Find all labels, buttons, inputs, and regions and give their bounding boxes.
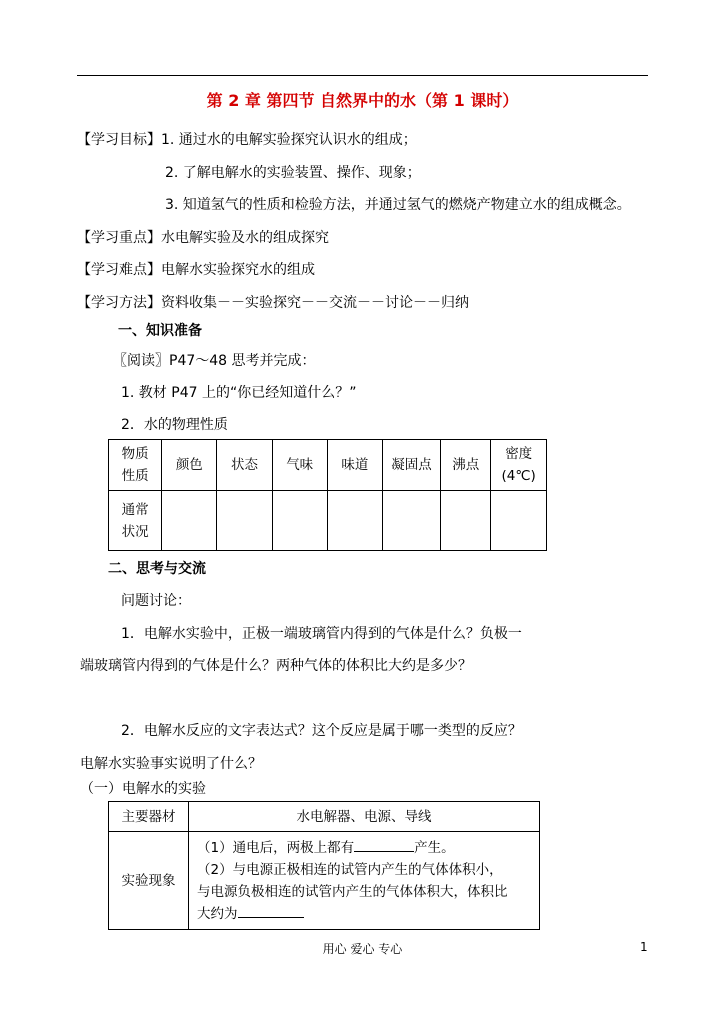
question: 2．电解水反应的文字表达式？这个反应是属于哪一类型的反应？ [121,723,522,739]
difficulty-label: 【学习难点】 [77,262,161,278]
properties-table [108,439,547,551]
experiment-table [108,801,540,930]
phenomenon-text: 产生。 [414,839,455,856]
table-cell [162,491,217,551]
equipment-label: 主要器材 [109,802,189,832]
phenomenon-line [197,837,539,859]
method-text: 资料收集－－实验探究－－交流－－讨论－－归纳 [161,295,469,311]
phenomenon-text: 大约为 [197,905,238,922]
table-header-cell: 沸点 [441,440,491,491]
table-header-cell: 气味 [272,440,327,491]
difficulty-line [77,261,315,279]
table-cell [382,491,440,551]
question: 1．电解水实验中，正极一端玻璃管内得到的气体是什么？负极一 [121,626,522,642]
table-cell [217,491,272,551]
discussion-label: 问题讨论： [121,593,191,609]
phenomenon-text: （1）通电后，两极上都有 [197,839,355,856]
table-row-label [109,491,162,551]
table-cell [327,491,382,551]
phenomenon-line [197,903,539,925]
objective-item: 2. 了解电解水的实验装置、操作、现象； [165,165,421,181]
phenomenon-cell [189,832,540,930]
table-header-cell: 状态 [217,440,272,491]
phenomenon-line: 与电源负极相连的试管内产生的气体体积大，体积比 [197,883,508,900]
fill-blank[interactable] [354,837,414,852]
experiment-heading: （一）电解水的实验 [80,781,206,797]
cell-line: 性质 [121,468,149,484]
section1-heading: 一、知识准备 [118,323,202,339]
focus-label: 【学习重点】 [77,230,161,246]
fill-blank[interactable] [238,903,304,918]
table-cell [491,491,547,551]
cell-line: 物质 [121,446,149,462]
question: 1. 教材 P47 上的“你已经知道什么？” [121,385,357,401]
table-header-cell [491,440,547,491]
table-row [109,802,540,832]
objective-item: 1. 通过水的电解实验探究认识水的组成； [161,132,417,148]
question: 2．水的物理性质 [121,417,228,433]
table-row [109,832,540,930]
page-number: 1 [640,940,648,954]
reading-instruction: 〖阅读〗P47～48 思考并完成： [113,353,316,369]
focus-text: 水电解实验及水的组成探究 [161,230,329,246]
cell-line: 状况 [121,523,149,540]
page-footer: 用心 爱心 专心 [322,942,403,956]
header-rule [77,75,648,76]
question-continued: 端玻璃管内得到的气体是什么？两种气体的体积比大约是多少？ [80,658,472,674]
equipment-value: 水电解器、电源、导线 [189,802,540,832]
table-header-cell: 凝固点 [382,440,440,491]
objectives-block [77,131,417,149]
table-header-row [109,440,547,491]
method-label: 【学习方法】 [77,295,161,311]
method-line [77,294,469,312]
table-cell [441,491,491,551]
cell-line: (4℃) [501,468,536,484]
page-title: 第 2 章 第四节 自然界中的水（第 1 课时） [206,91,519,110]
table-cell [272,491,327,551]
cell-line: 通常 [121,501,149,518]
objectives-label: 【学习目标】 [77,132,161,148]
objective-item: 3. 知道氢气的性质和检验方法，并通过氢气的燃烧产物建立水的组成概念。 [165,197,631,213]
cell-line: 密度 [505,446,533,462]
table-row [109,491,547,551]
table-header-cell [109,440,162,491]
question-continued: 电解水实验事实说明了什么？ [80,756,262,772]
section2-heading: 二、思考与交流 [108,561,206,577]
phenomenon-label: 实验现象 [109,832,189,930]
table-header-cell: 味道 [327,440,382,491]
difficulty-text: 电解水实验探究水的组成 [161,262,315,278]
focus-line [77,229,329,247]
table-header-cell: 颜色 [162,440,217,491]
phenomenon-line: （2）与电源正极相连的试管内产生的气体体积小， [197,861,503,878]
